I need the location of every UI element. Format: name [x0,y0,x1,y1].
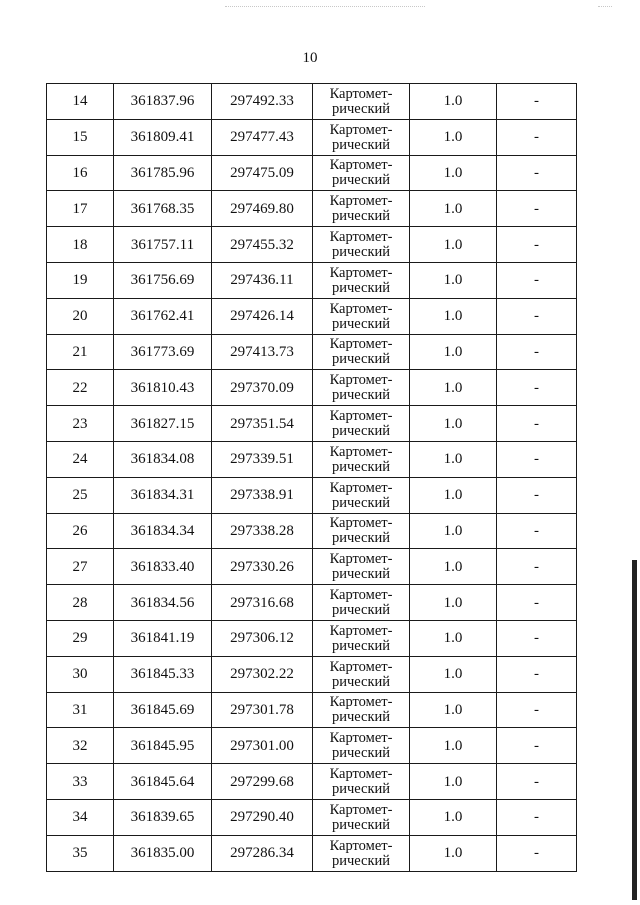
x-coordinate-cell: 361773.69 [114,334,212,370]
y-coordinate-cell: 297286.34 [212,835,313,871]
y-coordinate-cell: 297339.51 [212,441,313,477]
method-line-2: рический [331,745,391,762]
accuracy-cell: 1.0 [410,764,497,800]
y-coordinate-cell: 297330.26 [212,549,313,585]
method-line-1: Картомет- [329,229,393,246]
method-line-2: рический [331,208,391,225]
y-coordinate-cell: 297299.68 [212,764,313,800]
method-line-1: Картомет- [329,264,393,281]
y-coordinate-cell: 297306.12 [212,620,313,656]
table-row [47,370,577,406]
y-coordinate-cell: 297475.09 [212,155,313,191]
scan-edge-shadow [632,560,637,900]
y-coordinate-cell: 297338.91 [212,477,313,513]
method-line-1: Картомет- [329,837,393,854]
method-cell [313,549,410,585]
method-line-1: Картомет- [329,694,393,711]
note-cell: - [497,728,577,764]
point-number-cell: 30 [47,656,114,692]
note-cell: - [497,764,577,800]
method-cell [313,334,410,370]
method-line-1: Картомет- [329,85,393,102]
x-coordinate-cell: 361768.35 [114,191,212,227]
note-cell: - [497,191,577,227]
method-cell [313,84,410,120]
accuracy-cell: 1.0 [410,119,497,155]
note-cell: - [497,585,577,621]
note-cell: - [497,477,577,513]
x-coordinate-cell: 361845.33 [114,656,212,692]
table-row [47,692,577,728]
table-row [47,119,577,155]
y-coordinate-cell: 297316.68 [212,585,313,621]
method-cell [313,155,410,191]
method-line-1: Картомет- [329,551,393,568]
table-row [47,764,577,800]
note-cell: - [497,799,577,835]
x-coordinate-cell: 361834.31 [114,477,212,513]
x-coordinate-cell: 361834.56 [114,585,212,621]
point-number-cell: 33 [47,764,114,800]
table-row [47,334,577,370]
y-coordinate-cell: 297469.80 [212,191,313,227]
note-cell: - [497,692,577,728]
method-line-1: Картомет- [329,408,393,425]
accuracy-cell: 1.0 [410,406,497,442]
x-coordinate-cell: 361839.65 [114,799,212,835]
method-line-1: Картомет- [329,372,393,389]
y-coordinate-cell: 297301.78 [212,692,313,728]
x-coordinate-cell: 361762.41 [114,298,212,334]
accuracy-cell: 1.0 [410,370,497,406]
method-line-2: рический [331,530,391,547]
table-row [47,835,577,871]
x-coordinate-cell: 361809.41 [114,119,212,155]
y-coordinate-cell: 297413.73 [212,334,313,370]
table-row [47,406,577,442]
x-coordinate-cell: 361845.95 [114,728,212,764]
x-coordinate-cell: 361837.96 [114,84,212,120]
point-number-cell: 34 [47,799,114,835]
accuracy-cell: 1.0 [410,155,497,191]
note-cell: - [497,84,577,120]
method-line-1: Картомет- [329,515,393,532]
method-line-2: рический [331,244,391,261]
note-cell: - [497,441,577,477]
table-row [47,620,577,656]
method-line-2: рический [331,709,391,726]
method-cell [313,227,410,263]
y-coordinate-cell: 297436.11 [212,262,313,298]
note-cell: - [497,298,577,334]
accuracy-cell: 1.0 [410,441,497,477]
method-cell [313,692,410,728]
note-cell: - [497,119,577,155]
accuracy-cell: 1.0 [410,692,497,728]
method-line-1: Картомет- [329,766,393,783]
table-row [47,585,577,621]
note-cell: - [497,656,577,692]
accuracy-cell: 1.0 [410,728,497,764]
method-line-2: рический [331,279,391,296]
method-line-1: Картомет- [329,479,393,496]
method-line-2: рический [331,494,391,511]
point-number-cell: 35 [47,835,114,871]
coordinates-table [46,83,577,872]
method-line-1: Картомет- [329,336,393,353]
point-number-cell: 25 [47,477,114,513]
accuracy-cell: 1.0 [410,656,497,692]
y-coordinate-cell: 297477.43 [212,119,313,155]
method-line-2: рический [331,351,391,368]
coordinates-table-body [47,84,577,872]
point-number-cell: 22 [47,370,114,406]
method-line-1: Картомет- [329,121,393,138]
x-coordinate-cell: 361756.69 [114,262,212,298]
note-cell: - [497,370,577,406]
method-line-2: рический [331,816,391,833]
method-line-2: рический [331,100,391,117]
accuracy-cell: 1.0 [410,334,497,370]
table-row [47,656,577,692]
method-line-1: Картомет- [329,587,393,604]
accuracy-cell: 1.0 [410,191,497,227]
note-cell: - [497,835,577,871]
point-number-cell: 20 [47,298,114,334]
table-row [47,728,577,764]
accuracy-cell: 1.0 [410,585,497,621]
method-line-2: рический [331,387,391,404]
method-cell [313,513,410,549]
method-cell [313,585,410,621]
method-line-2: рический [331,136,391,153]
method-cell [313,656,410,692]
y-coordinate-cell: 297301.00 [212,728,313,764]
accuracy-cell: 1.0 [410,835,497,871]
table-row [47,155,577,191]
scan-artifact-top [225,6,425,10]
point-number-cell: 18 [47,227,114,263]
x-coordinate-cell: 361834.34 [114,513,212,549]
accuracy-cell: 1.0 [410,84,497,120]
method-line-1: Картомет- [329,801,393,818]
method-line-1: Картомет- [329,193,393,210]
note-cell: - [497,227,577,263]
method-cell [313,119,410,155]
point-number-cell: 15 [47,119,114,155]
point-number-cell: 24 [47,441,114,477]
note-cell: - [497,155,577,191]
point-number-cell: 29 [47,620,114,656]
x-coordinate-cell: 361834.08 [114,441,212,477]
note-cell: - [497,549,577,585]
method-line-2: рический [331,566,391,583]
x-coordinate-cell: 361841.19 [114,620,212,656]
point-number-cell: 17 [47,191,114,227]
x-coordinate-cell: 361810.43 [114,370,212,406]
point-number-cell: 14 [47,84,114,120]
scan-artifact-top-right [598,6,612,10]
method-cell [313,191,410,227]
y-coordinate-cell: 297455.32 [212,227,313,263]
y-coordinate-cell: 297370.09 [212,370,313,406]
note-cell: - [497,513,577,549]
table-row [47,513,577,549]
point-number-cell: 28 [47,585,114,621]
method-cell [313,262,410,298]
y-coordinate-cell: 297492.33 [212,84,313,120]
x-coordinate-cell: 361845.69 [114,692,212,728]
method-line-2: рический [331,423,391,440]
point-number-cell: 16 [47,155,114,191]
note-cell: - [497,262,577,298]
method-cell [313,298,410,334]
method-line-1: Картомет- [329,658,393,675]
accuracy-cell: 1.0 [410,620,497,656]
method-line-1: Картомет- [329,443,393,460]
x-coordinate-cell: 361757.11 [114,227,212,263]
table-row [47,549,577,585]
accuracy-cell: 1.0 [410,477,497,513]
y-coordinate-cell: 297302.22 [212,656,313,692]
method-line-2: рический [331,315,391,332]
method-line-1: Картомет- [329,622,393,639]
x-coordinate-cell: 361845.64 [114,764,212,800]
page-number: 10 [302,50,318,66]
point-number-cell: 19 [47,262,114,298]
point-number-cell: 31 [47,692,114,728]
y-coordinate-cell: 297290.40 [212,799,313,835]
table-row [47,84,577,120]
method-cell [313,728,410,764]
note-cell: - [497,334,577,370]
x-coordinate-cell: 361827.15 [114,406,212,442]
method-line-1: Картомет- [329,157,393,174]
table-row [47,262,577,298]
point-number-cell: 23 [47,406,114,442]
method-line-2: рический [331,602,391,619]
accuracy-cell: 1.0 [410,298,497,334]
y-coordinate-cell: 297351.54 [212,406,313,442]
table-row [47,477,577,513]
method-line-1: Картомет- [329,300,393,317]
method-line-2: рический [331,673,391,690]
table-row [47,799,577,835]
method-cell [313,799,410,835]
y-coordinate-cell: 297426.14 [212,298,313,334]
accuracy-cell: 1.0 [410,799,497,835]
point-number-cell: 27 [47,549,114,585]
method-cell [313,764,410,800]
table-row [47,298,577,334]
accuracy-cell: 1.0 [410,262,497,298]
x-coordinate-cell: 361835.00 [114,835,212,871]
method-cell [313,406,410,442]
table-row [47,441,577,477]
method-line-2: рический [331,172,391,189]
y-coordinate-cell: 297338.28 [212,513,313,549]
method-cell [313,620,410,656]
method-cell [313,370,410,406]
method-line-2: рический [331,637,391,654]
accuracy-cell: 1.0 [410,227,497,263]
method-cell [313,477,410,513]
method-line-2: рический [331,852,391,869]
point-number-cell: 26 [47,513,114,549]
method-line-2: рический [331,781,391,798]
x-coordinate-cell: 361785.96 [114,155,212,191]
point-number-cell: 32 [47,728,114,764]
note-cell: - [497,620,577,656]
method-cell [313,441,410,477]
accuracy-cell: 1.0 [410,513,497,549]
x-coordinate-cell: 361833.40 [114,549,212,585]
table-row [47,227,577,263]
point-number-cell: 21 [47,334,114,370]
method-line-1: Картомет- [329,730,393,747]
method-cell [313,835,410,871]
table-row [47,191,577,227]
note-cell: - [497,406,577,442]
method-line-2: рический [331,458,391,475]
accuracy-cell: 1.0 [410,549,497,585]
